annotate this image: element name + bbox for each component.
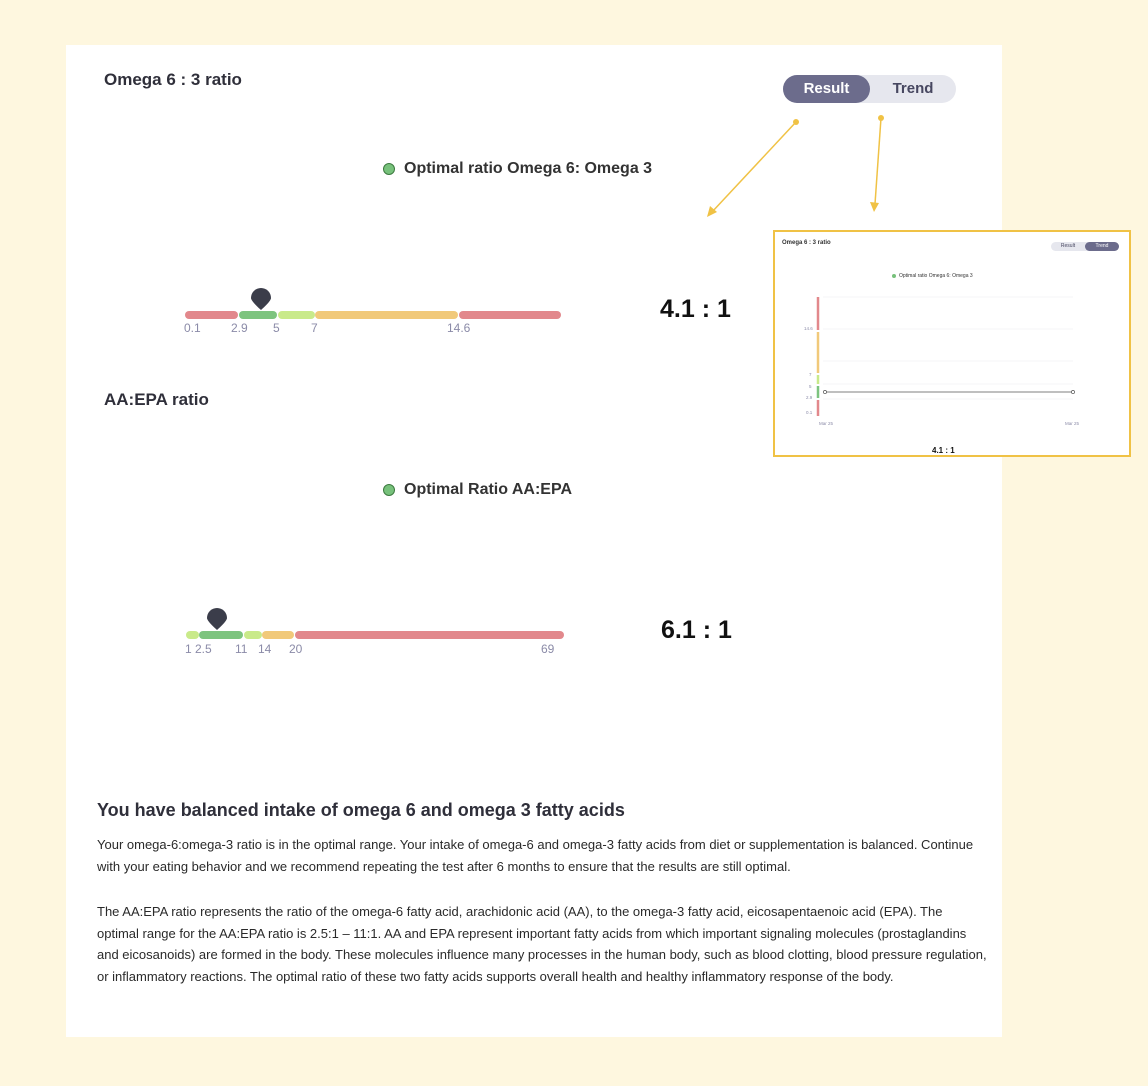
aa-epa-ratio-title: AA:EPA ratio [104,390,209,409]
annotation-arrows [707,115,884,217]
summary-paragraph-2: The AA:EPA ratio represents the ratio of the omega-6 fatty acid, arachidonic acid (AA), to the omega-3 fatty acid, eicosapentaenoic acid (EPA). The optimal range for the AA:EPA ratio is 2.5:1 – 11:1. AA and EPA represent important fatty acids from which important signaling molecules (prostaglandins and eicosanoids) are formed in the body. These molecules influence many processes in the human body, such as blood clotting, blood pressure regulation, or inflammatory reactions. The optimal ratio of these two fatty acids supports overall health and healthy inflammatory response of the body. [97,904,987,984]
inset-legend-label: Optimal ratio Omega 6: Omega 3 [899,273,973,279]
arrowhead-icon [870,202,879,212]
inset-ratio-value: 4.1 : 1 [932,446,955,455]
inset-x-tick: Mar 25 [819,421,834,426]
inset-trend-chart [775,232,1133,459]
aa-epa-tick: 20 [289,642,303,656]
omega-legend-label: Optimal ratio Omega 6: Omega 3 [404,160,653,177]
omega-tick: 7 [311,321,318,335]
aa-epa-tick: 2.5 [195,642,212,656]
aa-epa-tick: 14 [258,642,272,656]
inset-x-tick: Mar 25 [1065,421,1080,426]
summary-title: You have balanced intake of omega 6 and omega 3 fatty acids [97,800,625,820]
inset-point [823,390,826,393]
annotation-line [875,118,881,204]
annotation-line [712,122,796,212]
inset-y-tick: 0.1 [806,410,813,415]
omega-tick: 5 [273,321,280,335]
summary-paragraph-1: Your omega-6:omega-3 ratio is in the optimal range. Your intake of omega-6 and omega-3 fatty acids from diet or supplementation is balanced. Continue with your eating behavior and we recommend repeating the test after 6 months to ensure that the results are still optimal. [97,837,974,874]
inset-trend-tab: Trend [1085,242,1119,251]
omega-ratio-title: Omega 6 : 3 ratio [104,70,242,89]
inset-title: Omega 6 : 3 ratio [782,240,831,246]
inset-y-tick: 14.6 [804,326,813,331]
inset-result-tab: Result [1060,243,1076,249]
aa-epa-tick: 11 [235,642,248,656]
inset-y-tick: 7 [809,372,812,377]
inset-point [1071,390,1074,393]
omega-tick: 2.9 [231,321,248,335]
inset-y-tick: 2.9 [806,395,813,400]
result-tab[interactable]: Result [783,75,870,103]
aa-epa-tick: 1 [185,642,192,656]
aa-epa-ratio-value: 6.1 : 1 [661,616,732,644]
omega-tick: 0.1 [184,321,201,335]
trend-tab[interactable]: Trend [892,80,934,97]
omega-ratio-value: 4.1 : 1 [660,295,731,323]
aa-epa-legend-label: Optimal Ratio AA:EPA [404,481,573,498]
aa-epa-marker-pin-icon [207,608,227,630]
aa-epa-tick: 69 [541,642,555,656]
omega-tick: 14.6 [447,321,471,335]
omega-marker-pin-icon [251,288,271,310]
trend-preview-inset [773,230,1131,457]
inset-y-tick: 5 [809,384,812,389]
